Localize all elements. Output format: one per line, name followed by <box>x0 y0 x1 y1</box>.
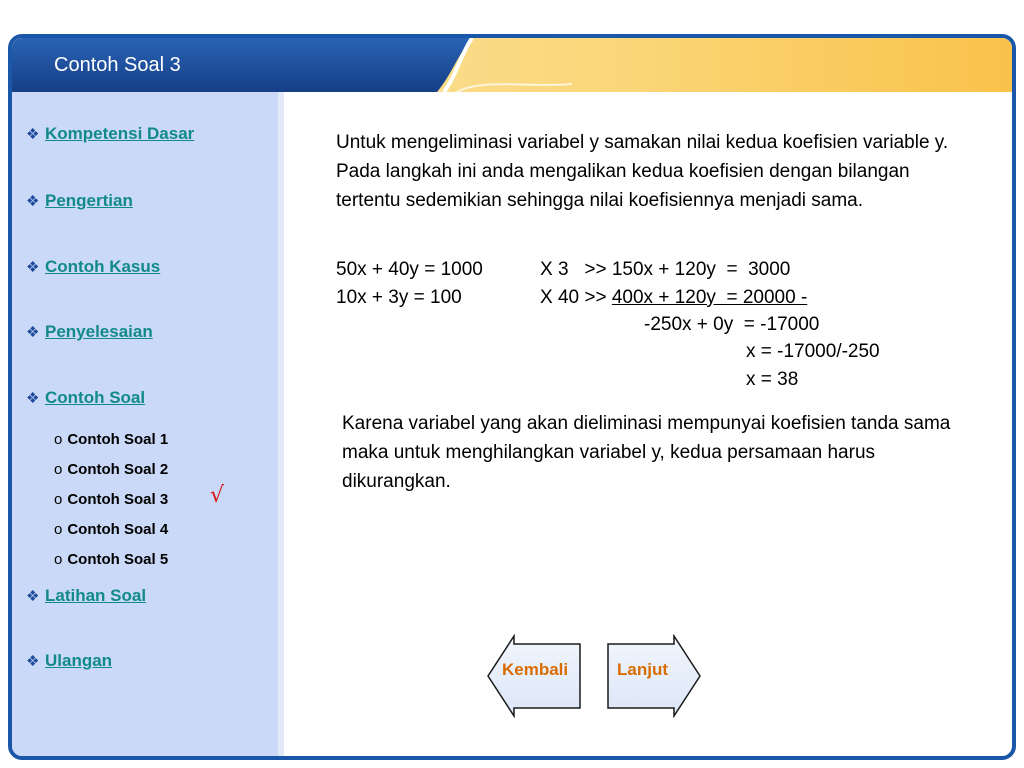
diamond-bullet-icon: ❖ <box>26 126 40 143</box>
diamond-bullet-icon: ❖ <box>26 390 40 407</box>
diamond-bullet-icon: ❖ <box>26 324 40 341</box>
sub-item-contoh-soal-1[interactable] <box>54 431 168 448</box>
equation-4-division: x = -17000/-250 <box>746 341 880 362</box>
equation-2-prefix: X 40 >> <box>540 287 612 308</box>
sub-item-label[interactable]: Contoh Soal 1 <box>67 431 169 448</box>
nav-item-latihan-soal[interactable] <box>26 586 146 606</box>
equation-2-multiplied <box>540 287 807 309</box>
nav-item-penyelesaian[interactable] <box>26 322 153 342</box>
sub-item-label[interactable]: Contoh Soal 2 <box>67 461 169 478</box>
nav-link-kompetensi-dasar[interactable]: Kompetensi Dasar <box>45 124 195 143</box>
sub-item-contoh-soal-5[interactable] <box>54 551 168 568</box>
sub-item-label[interactable]: Contoh Soal 5 <box>67 551 169 568</box>
sub-bullet: o <box>54 521 63 538</box>
nav-item-contoh-kasus[interactable] <box>26 257 160 277</box>
diamond-bullet-icon: ❖ <box>26 653 40 670</box>
explanation-paragraph: Untuk mengeliminasi variabel y samakan nilai kedua koefisien variable y. Pada langkah ini anda mengalikan kedua koefisien dengan bilangan tertentu sedemikian sehingga nilai koefisiennya menjadi sama. <box>336 132 949 211</box>
diamond-bullet-icon: ❖ <box>26 259 40 276</box>
sub-bullet: o <box>54 551 63 568</box>
nav-item-contoh-soal[interactable] <box>26 388 145 408</box>
equation-5-answer: x = 38 <box>746 369 799 390</box>
sub-item-contoh-soal-2[interactable] <box>54 461 168 478</box>
nav-link-latihan-soal[interactable]: Latihan Soal <box>45 586 147 605</box>
conclusion-paragraph: Karena variabel yang akan dieliminasi mempunyai koefisien tanda sama maka untuk menghilangkan variabel y, kedua persamaan harus dikurangkan. <box>342 413 951 492</box>
next-button-label[interactable]: Lanjut <box>617 660 668 679</box>
sub-item-contoh-soal-3[interactable] <box>54 491 168 508</box>
current-page-check-icon: √ <box>210 483 225 508</box>
equation-2-underlined: 400x + 120y = 20000 - <box>611 287 808 308</box>
sub-bullet: o <box>54 461 63 478</box>
sub-item-label[interactable]: Contoh Soal 4 <box>67 521 169 538</box>
nav-item-kompetensi-dasar[interactable] <box>26 124 194 144</box>
equation-2-left: 10x + 3y = 100 <box>336 287 462 308</box>
sub-item-label[interactable]: Contoh Soal 3 <box>67 491 169 508</box>
nav-link-contoh-soal[interactable]: Contoh Soal <box>45 388 146 407</box>
nav-link-penyelesaian[interactable]: Penyelesaian <box>45 322 153 341</box>
equation-1-left: 50x + 40y = 1000 <box>336 259 483 280</box>
nav-link-pengertian[interactable]: Pengertian <box>45 191 133 210</box>
nav-link-ulangan[interactable]: Ulangan <box>45 651 113 670</box>
nav-item-pengertian[interactable] <box>26 191 133 211</box>
diamond-bullet-icon: ❖ <box>26 193 40 210</box>
sub-item-contoh-soal-4[interactable] <box>54 521 168 538</box>
slide-title: Contoh Soal 3 <box>54 54 181 76</box>
equation-3-result: -250x + 0y = -17000 <box>644 314 820 335</box>
nav-item-ulangan[interactable] <box>26 651 112 671</box>
sub-bullet: o <box>54 431 63 448</box>
sub-bullet: o <box>54 491 63 508</box>
equation-1-multiplied: X 3 >> 150x + 120y = 3000 <box>540 259 791 280</box>
diamond-bullet-icon: ❖ <box>26 588 40 605</box>
back-button-label[interactable]: Kembali <box>502 660 569 679</box>
nav-link-contoh-kasus[interactable]: Contoh Kasus <box>45 257 161 276</box>
